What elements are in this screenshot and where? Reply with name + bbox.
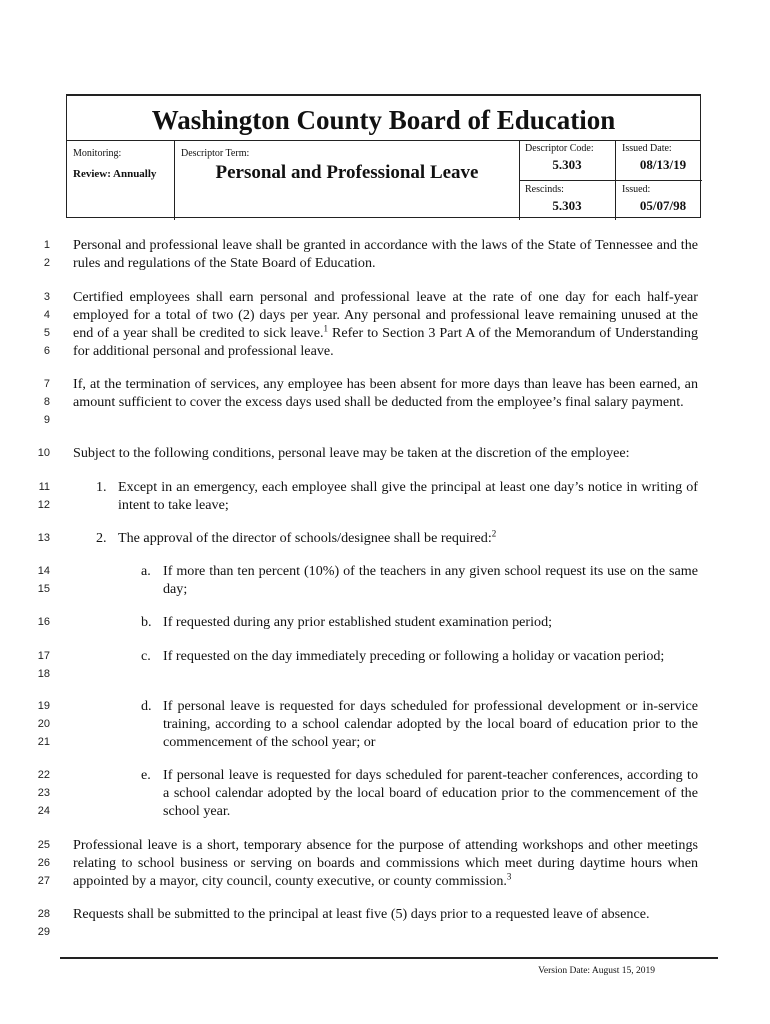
line-number: 26 xyxy=(37,857,50,869)
footnote-marker: 3 xyxy=(506,871,512,882)
header-divider xyxy=(519,180,702,181)
version-date: Version Date: August 15, 2019 xyxy=(538,966,655,976)
paragraph-requests: Requests shall be submitted to the principal at least five (5) days prior to a requested leave of absence. xyxy=(73,906,650,922)
line-number: 10 xyxy=(37,447,50,459)
policy-header xyxy=(66,94,701,218)
paragraph-termination: If, at the termination of services, any employee has been absent for more days than leave has been earned, an amount sufficient to cover the excess days used shall be deducted from the employee’s final salary payment. xyxy=(73,376,698,410)
monitoring-label: Monitoring: xyxy=(73,148,122,159)
list-letter: a. xyxy=(141,563,151,579)
line-number: 13 xyxy=(37,532,50,544)
line-number: 4 xyxy=(43,309,50,321)
issued-value: 05/07/98 xyxy=(639,198,687,213)
sub-item-holiday: If requested on the day immediately preceding or following a holiday or vacation period; xyxy=(163,648,665,664)
list-item-approval xyxy=(118,529,698,547)
paragraph-earning-leave xyxy=(73,288,698,360)
line-number: 6 xyxy=(43,345,50,357)
line-number: 25 xyxy=(37,839,50,851)
line-number: 8 xyxy=(43,396,50,408)
list-number: 1. xyxy=(96,479,107,495)
line-number: 20 xyxy=(37,718,50,730)
monitoring-value: Review: Annually xyxy=(73,168,157,180)
list-number: 2. xyxy=(96,530,107,546)
sub-item-professional-development: If personal leave is requested for days scheduled for professional development or in-service training, according to a school calendar adopted by the local board of education prior to the commencement of the school year; or xyxy=(163,698,698,750)
line-number: 18 xyxy=(37,668,50,680)
paragraph-text: Refer to Section 3 Part A of the Memorandum of Understanding for additional personal and professional leave. xyxy=(73,325,698,359)
paragraph-text: The approval of the director of schools/designee shall be required: xyxy=(118,530,492,546)
line-number: 16 xyxy=(37,616,50,628)
paragraph-granting-leave: Personal and professional leave shall be granted in accordance with the laws of the State of Tennessee and the rules and regulations of the State Board of Education. xyxy=(73,237,698,271)
descriptor-term-label: Descriptor Term: xyxy=(181,148,250,159)
line-number: 14 xyxy=(37,565,50,577)
sub-item-ten-percent: If more than ten percent (10%) of the teachers in any given school request its use on the same day; xyxy=(163,563,698,597)
sub-item-conferences: If personal leave is requested for days scheduled for parent-teacher conferences, according to a school calendar adopted by the local board of education prior to the commencement of the school year. xyxy=(163,767,698,819)
board-title: Washington County Board of Education xyxy=(151,105,616,135)
paragraph-professional-leave xyxy=(73,836,698,890)
rescinds-value: 5.303 xyxy=(552,198,582,213)
sub-item-examination: If requested during any prior established student examination period; xyxy=(163,614,553,630)
descriptor-code-value: 5.303 xyxy=(552,157,582,172)
list-letter: c. xyxy=(141,648,151,664)
line-number: 29 xyxy=(37,926,50,938)
line-number: 3 xyxy=(43,291,50,303)
paragraph-text: Professional leave is a short, temporary absence for the purpose of attending workshops and other meetings relating to school business or serving on boards and commissions which meet during daytime hours when appointed by a mayor, city council, county executive, or county commission. xyxy=(73,837,698,889)
footer-rule xyxy=(60,957,718,959)
list-letter: d. xyxy=(141,698,152,714)
line-number: 23 xyxy=(37,787,50,799)
line-number: 1 xyxy=(43,239,50,251)
issued-date-value: 08/13/19 xyxy=(639,157,687,172)
descriptor-term-value: Personal and Professional Leave xyxy=(215,162,479,183)
line-number: 2 xyxy=(43,257,50,269)
line-number: 9 xyxy=(43,414,50,426)
line-number: 7 xyxy=(43,378,50,390)
descriptor-code-label: Descriptor Code: xyxy=(525,143,594,154)
line-number: 27 xyxy=(37,875,50,887)
footnote-marker: 1 xyxy=(323,323,328,334)
line-number: 17 xyxy=(37,650,50,662)
line-number: 22 xyxy=(37,769,50,781)
line-number: 21 xyxy=(37,736,50,748)
line-number: 12 xyxy=(37,499,50,511)
line-number: 19 xyxy=(37,700,50,712)
line-number: 28 xyxy=(37,908,50,920)
line-number: 24 xyxy=(37,805,50,817)
paragraph-conditions-intro: Subject to the following conditions, personal leave may be taken at the discretion of the employee: xyxy=(73,445,630,461)
list-letter: e. xyxy=(141,767,151,783)
rescinds-label: Rescinds: xyxy=(525,184,564,195)
header-divider xyxy=(67,140,700,141)
line-number: 15 xyxy=(37,583,50,595)
line-number: 5 xyxy=(43,327,50,339)
line-number: 11 xyxy=(38,481,50,493)
issued-date-label: Issued Date: xyxy=(622,143,672,154)
footnote-marker: 2 xyxy=(491,528,497,539)
list-item-notice: Except in an emergency, each employee shall give the principal at least one day’s notice in writing of intent to take leave; xyxy=(118,479,698,513)
issued-label: Issued: xyxy=(622,184,651,195)
paragraph-text: Certified employees shall earn personal and professional leave at the rate of one day for each half-year employed for a total of two (2) days per year. Any personal and professional leave remaining unused at the end of a year shall be credited to sick leave. xyxy=(73,289,698,341)
list-letter: b. xyxy=(141,614,152,630)
